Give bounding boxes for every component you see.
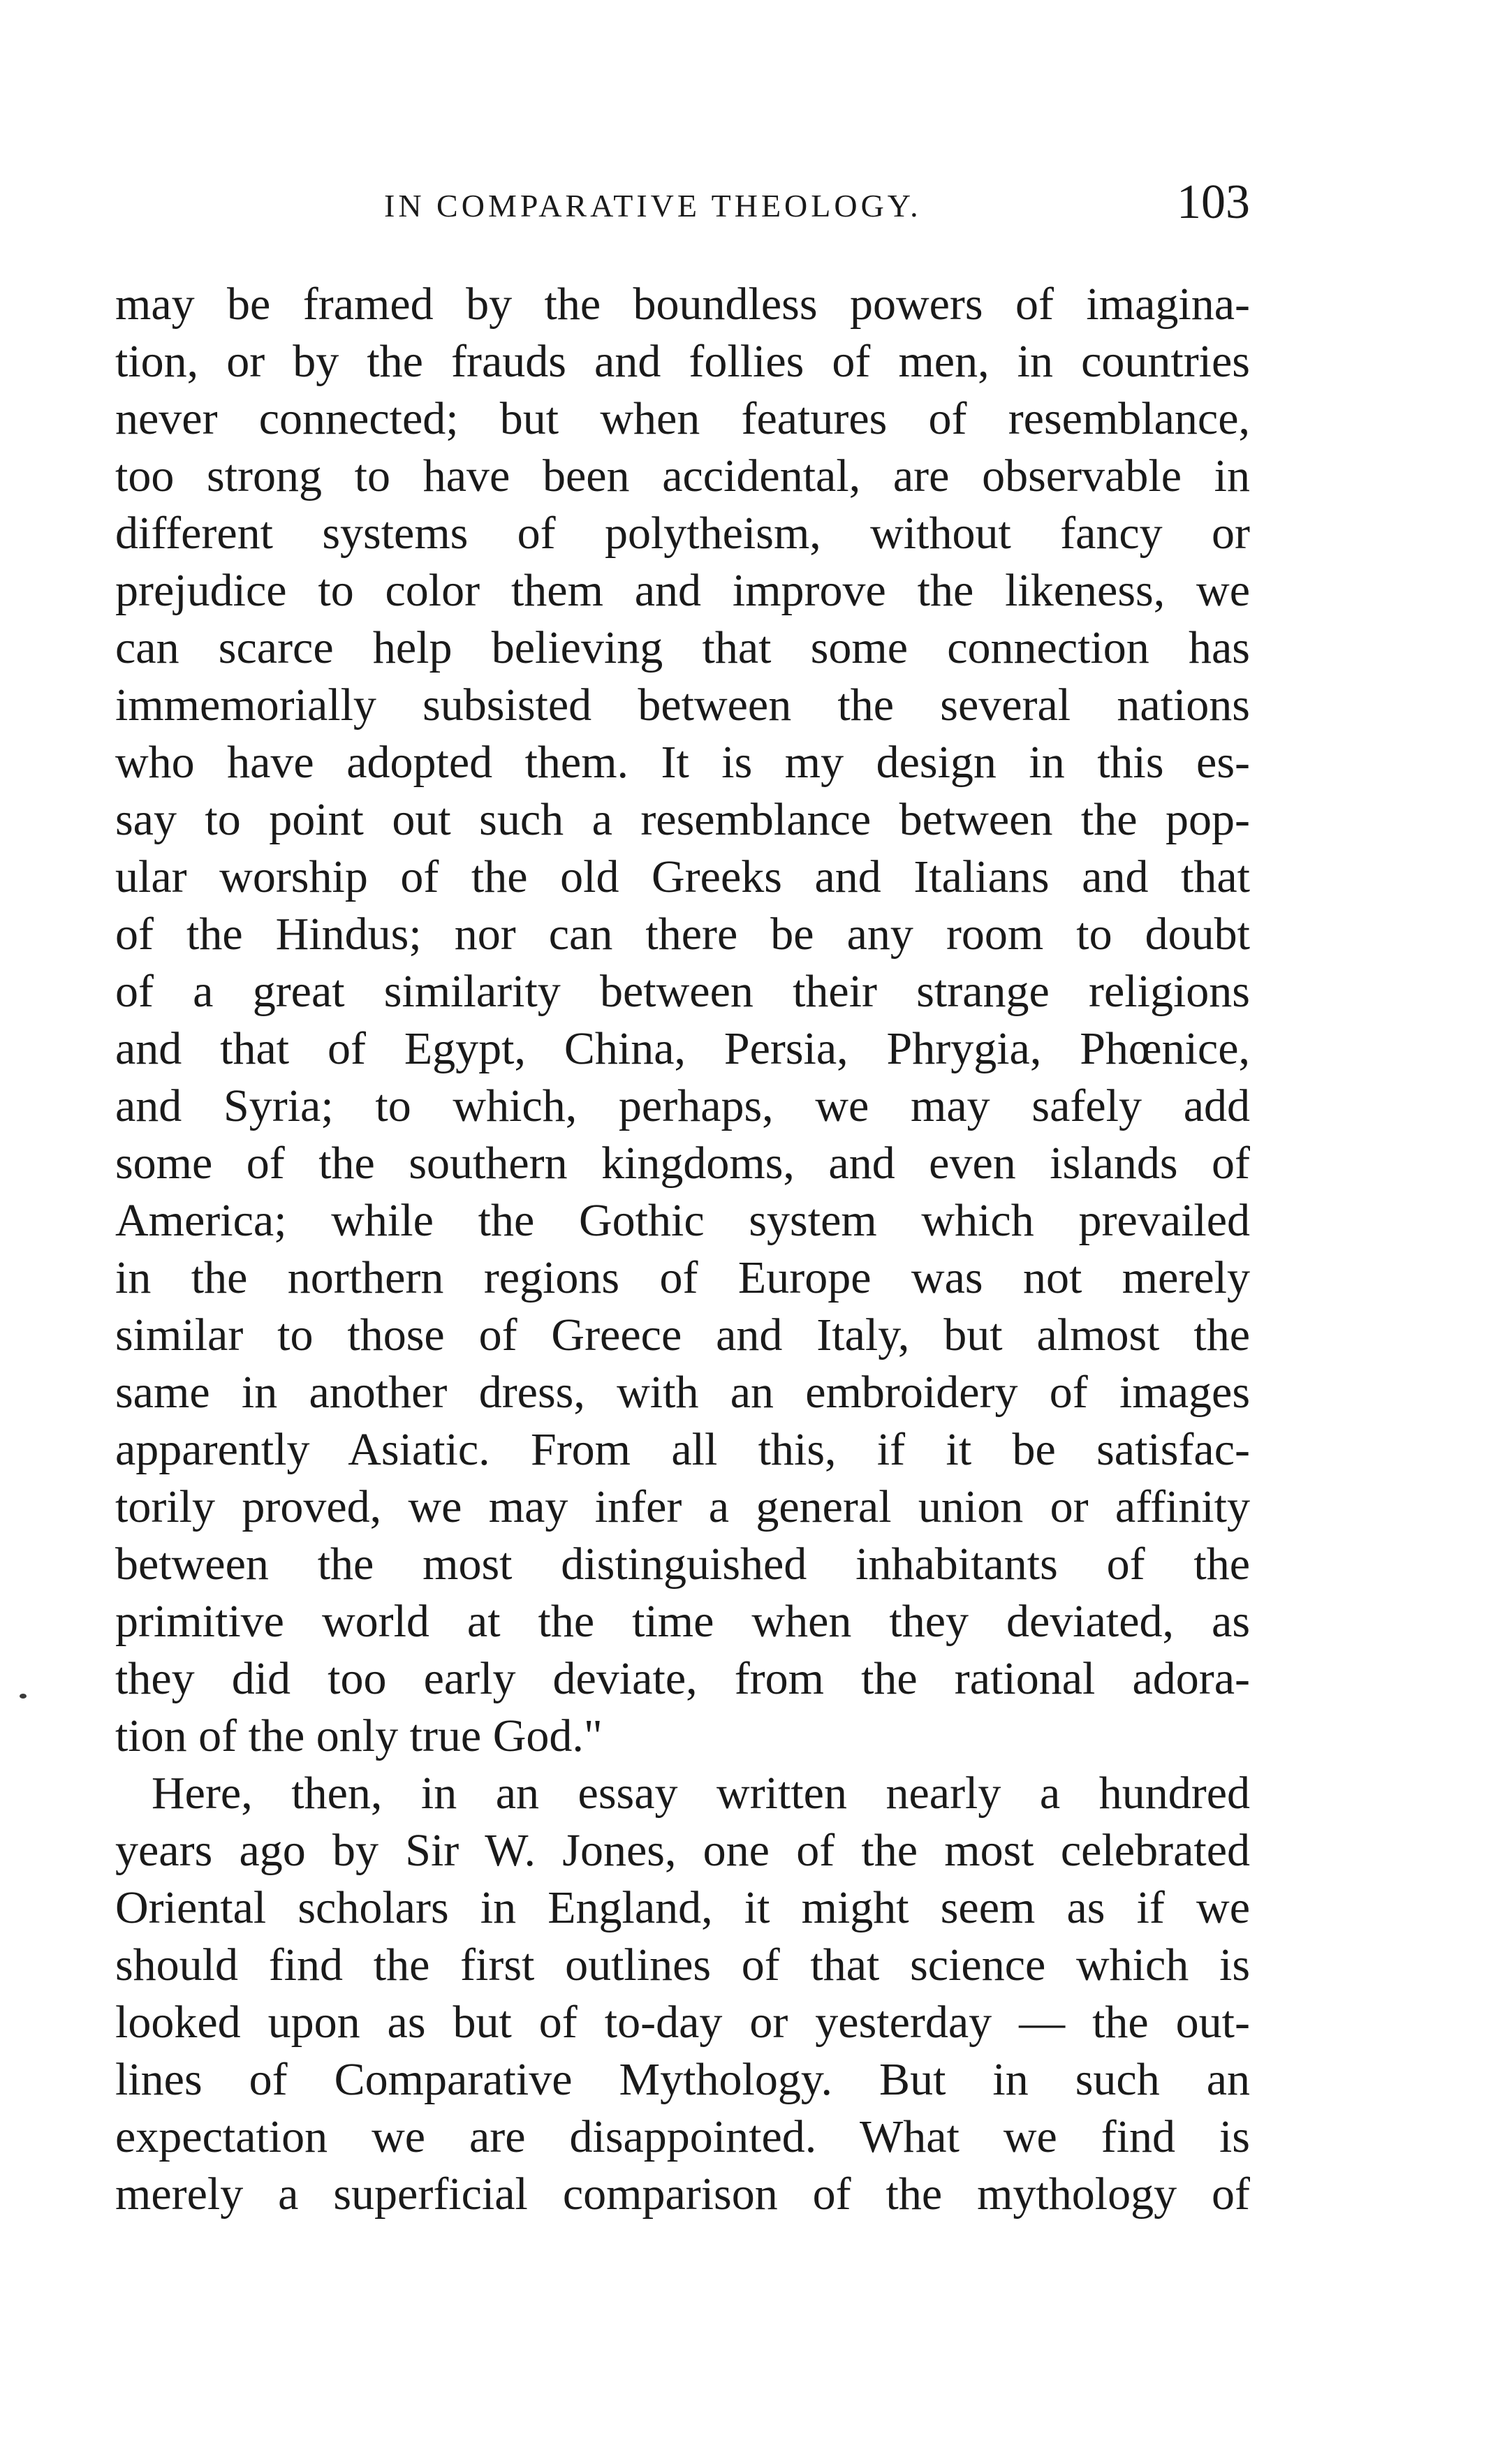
text-line: some of the southern kingdoms, and even islands of <box>115 1138 1250 1189</box>
text-line: can scarce help believing that some connection has <box>115 622 1250 673</box>
text-line: and that of Egypt, China, Persia, Phrygia, Phœnice, <box>115 1023 1250 1074</box>
running-title: IN COMPARATIVE THEOLOGY. <box>384 188 922 223</box>
text-line: say to point out such a resemblance between the pop- <box>115 794 1250 845</box>
running-header <box>112 175 1250 237</box>
text-line: in the northern regions of Europe was not merely <box>115 1252 1250 1303</box>
text-line: primitive world at the time when they deviated, as <box>115 1596 1250 1647</box>
text-line: and Syria; to which, perhaps, we may safely add <box>115 1080 1250 1131</box>
text-line: expectation we are disappointed. What we find is <box>115 2111 1250 2162</box>
text-line: of a great similarity between their strange religions <box>115 966 1250 1017</box>
text-line: tion, or by the frauds and follies of men, in countries <box>115 336 1250 387</box>
text-line: too strong to have been accidental, are observable in <box>115 450 1250 501</box>
text-line: different systems of polytheism, without fancy or <box>115 508 1250 559</box>
text-line: apparently Asiatic. From all this, if it be satisfac- <box>115 1424 1250 1475</box>
text-line: of the Hindus; nor can there be any room to doubt <box>115 909 1250 960</box>
text-line: years ago by Sir W. Jones, one of the most celebrated <box>115 1825 1250 1876</box>
text-line: similar to those of Greece and Italy, but almost the <box>115 1310 1250 1361</box>
body-text <box>115 276 1250 2223</box>
page-number: 103 <box>1177 175 1250 229</box>
text-line: immemorially subsisted between the several nations <box>115 680 1250 731</box>
text-line: torily proved, we may infer a general union or affinity <box>115 1481 1250 1532</box>
text-line: Here, then, in an essay written nearly a hundred <box>152 1768 1250 1819</box>
text-line: between the most distinguished inhabitants of the <box>115 1539 1250 1590</box>
margin-ink-mark <box>20 1694 27 1699</box>
text-line: merely a superficial comparison of the mythology of <box>115 2169 1250 2220</box>
text-line: ular worship of the old Greeks and Italians and that <box>115 851 1250 902</box>
text-line: looked upon as but of to-day or yesterday — the out- <box>115 1997 1250 2048</box>
text-line: should find the first outlines of that science which is <box>115 1939 1250 1990</box>
text-line: who have adopted them. It is my design in this es- <box>115 737 1250 788</box>
text-line: never connected; but when features of resemblance, <box>115 393 1250 444</box>
text-line: America; while the Gothic system which prevailed <box>115 1195 1250 1246</box>
text-line: Oriental scholars in England, it might seem as if we <box>115 1882 1250 1933</box>
text-line: lines of Comparative Mythology. But in such an <box>115 2054 1250 2105</box>
text-line: same in another dress, with an embroidery of images <box>115 1367 1250 1418</box>
text-line: they did too early deviate, from the rational adora- <box>115 1653 1250 1704</box>
text-line: tion of the only true God." <box>115 1710 603 1761</box>
text-line: prejudice to color them and improve the likeness, we <box>115 565 1250 616</box>
text-line: may be framed by the boundless powers of imagina- <box>115 279 1250 330</box>
